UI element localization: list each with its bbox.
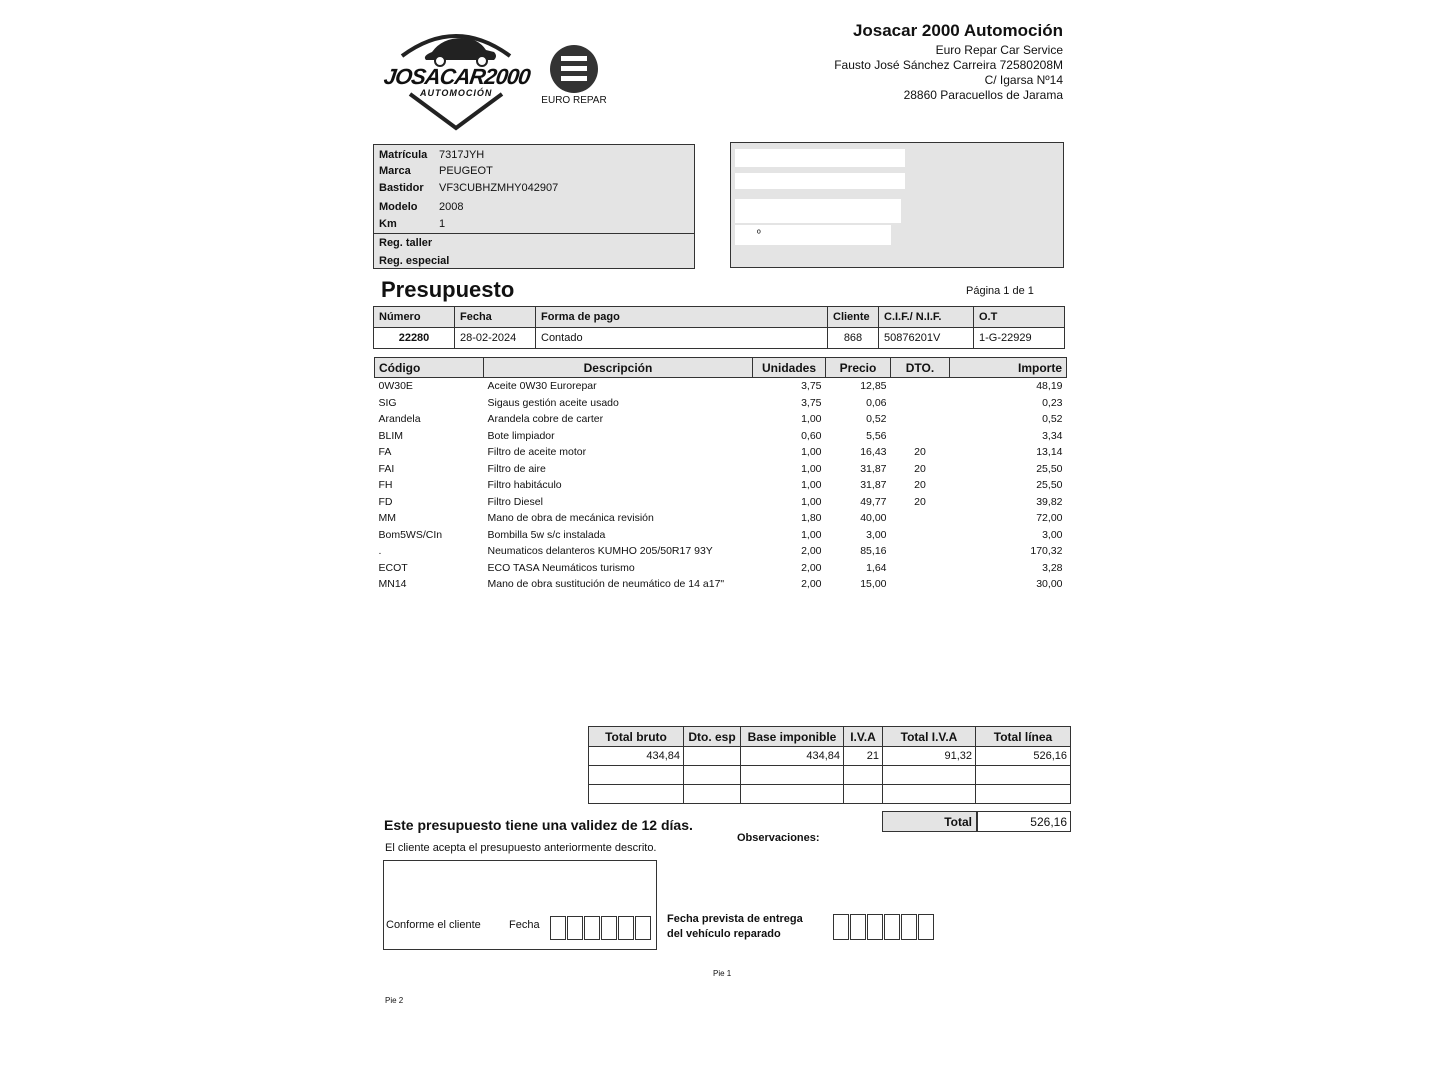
item-precio: 0,06 [866, 396, 887, 409]
grand-total [882, 811, 1071, 832]
marca-value: PEUGEOT [439, 165, 493, 177]
redaction-bar [735, 173, 905, 189]
delivery-date-cells[interactable] [833, 914, 939, 940]
josacar-logo-text: JOSACAR2000 [382, 64, 532, 89]
item-importe: 48,19 [1036, 380, 1063, 393]
item-importe: 0,52 [1042, 413, 1063, 426]
totals-header-row [589, 727, 1071, 747]
marca-label: Marca [379, 165, 411, 177]
km-label: Km [379, 218, 397, 230]
vehicle-row-modelo [379, 201, 463, 214]
item-dto [891, 428, 950, 445]
header-label-forma-pago: Forma de pago [536, 307, 828, 328]
table-row [375, 527, 1067, 544]
matricula-label: Matrícula [379, 149, 428, 161]
eurorepar-logo [536, 44, 612, 110]
company-line-4: 28860 Paracuellos de Jarama [903, 88, 1063, 102]
iva-label: I.V.A [844, 727, 883, 747]
reg-especial-label: Reg. especial [379, 255, 450, 267]
item-precio: 5,56 [866, 429, 887, 442]
item-unidades: 1,00 [801, 413, 822, 426]
dto-esp-value [684, 747, 741, 766]
client-info-box [730, 142, 1064, 268]
item-codigo: Bom5WS/CIn [378, 528, 443, 541]
item-codigo: FH [378, 479, 393, 492]
nif-value: 50876201V [879, 328, 974, 349]
company-line-1: Euro Repar Car Service [935, 43, 1063, 57]
item-precio: 85,16 [860, 545, 887, 558]
item-desc: Filtro de aceite motor [487, 446, 587, 459]
item-desc: Bote limpiador [487, 429, 555, 442]
date-cell[interactable] [918, 914, 934, 940]
totals-empty-row [589, 785, 1071, 804]
item-unidades: 2,00 [801, 561, 822, 574]
item-codigo: BLIM [378, 429, 404, 442]
date-cell[interactable] [884, 914, 900, 940]
redaction-bar [735, 225, 891, 245]
conforme-label: Conforme el cliente [386, 919, 481, 931]
vehicle-row-bastidor [379, 182, 558, 195]
vehicle-row-km [379, 218, 445, 231]
dto-esp-label: Dto. esp [684, 727, 741, 747]
table-row [375, 395, 1067, 412]
delivery-date-line-2: del vehículo reparado [667, 928, 781, 940]
item-precio: 40,00 [860, 512, 887, 525]
item-precio: 31,87 [860, 462, 887, 475]
company-info [760, 20, 1063, 103]
redaction-bar [735, 199, 901, 223]
item-desc: Neumaticos delanteros KUMHO 205/50R17 93Y [487, 545, 713, 558]
page-indicator: Página 1 de 1 [966, 285, 1034, 297]
item-codigo: Arandela [378, 413, 421, 426]
item-desc: Filtro Diesel [487, 495, 543, 508]
item-desc: ECO TASA Neumáticos turismo [487, 561, 635, 574]
item-dto [891, 378, 950, 395]
footer-pie-1: Pie 1 [713, 969, 732, 978]
numero-value: 22280 [374, 328, 455, 349]
document-header-table [373, 306, 1065, 349]
item-dto [891, 411, 950, 428]
header-label-nif: C.I.F./ N.I.F. [879, 307, 974, 328]
col-unidades: Unidades [753, 358, 826, 378]
item-unidades: 2,00 [801, 578, 822, 591]
item-desc: Mano de obra de mecánica revisión [487, 512, 654, 525]
table-row [375, 428, 1067, 445]
table-row [375, 576, 1067, 593]
totals-empty-row [589, 766, 1071, 785]
item-codigo: MM [378, 512, 396, 525]
date-cell[interactable] [850, 914, 866, 940]
total-linea-label: Total línea [976, 727, 1071, 747]
item-codigo: FD [378, 495, 393, 508]
item-dto: 20 [914, 479, 926, 492]
item-precio: 1,64 [866, 561, 887, 574]
item-precio: 31,87 [860, 479, 887, 492]
date-cell[interactable] [618, 916, 634, 940]
date-cell[interactable] [567, 916, 583, 940]
item-codigo: FAI [378, 462, 395, 475]
matricula-value: 7317JYH [439, 149, 485, 161]
item-desc: Aceite 0W30 Eurorepar [487, 380, 597, 393]
item-unidades: 1,00 [801, 479, 822, 492]
item-dto: 20 [914, 462, 926, 475]
col-codigo: Código [375, 358, 484, 378]
item-dto [891, 576, 950, 593]
bastidor-label: Bastidor [379, 182, 424, 194]
item-codigo: ECOT [378, 561, 408, 574]
date-cell[interactable] [833, 914, 849, 940]
total-bruto-label: Total bruto [589, 727, 684, 747]
item-importe: 3,00 [1042, 528, 1063, 541]
date-cell[interactable] [867, 914, 883, 940]
modelo-value: 2008 [439, 201, 464, 213]
item-unidades: 1,00 [801, 495, 822, 508]
item-unidades: 1,80 [801, 512, 822, 525]
grand-total-value: 526,16 [977, 811, 1071, 832]
vehicle-row-marca [379, 165, 493, 178]
item-dto [891, 395, 950, 412]
item-importe: 39,82 [1036, 495, 1063, 508]
date-cell[interactable] [901, 914, 917, 940]
modelo-label: Modelo [379, 201, 418, 213]
reg-taller-label: Reg. taller [379, 237, 433, 249]
table-row [375, 477, 1067, 494]
item-unidades: 2,00 [801, 545, 822, 558]
item-precio: 15,00 [860, 578, 887, 591]
fecha-label: Fecha [509, 919, 540, 931]
company-line-2: Fausto José Sánchez Carreira 72580208M [834, 58, 1063, 72]
item-precio: 3,00 [866, 528, 887, 541]
date-cell[interactable] [550, 916, 566, 940]
table-row [375, 560, 1067, 577]
header-label-cliente: Cliente [828, 307, 879, 328]
item-unidades: 3,75 [801, 396, 822, 409]
total-bruto-value: 434,84 [589, 747, 684, 766]
total-linea-value: 526,16 [976, 747, 1071, 766]
item-importe: 0,23 [1042, 396, 1063, 409]
table-row [375, 378, 1067, 395]
item-unidades: 1,00 [801, 528, 822, 541]
item-importe: 72,00 [1036, 512, 1063, 525]
table-row [375, 510, 1067, 527]
eurorepar-logo-text: EURO REPAR [541, 95, 607, 106]
date-cell[interactable] [635, 916, 651, 940]
col-dto: DTO. [891, 358, 950, 378]
km-value: 1 [439, 218, 446, 230]
items-header-row [375, 358, 1067, 378]
item-importe: 3,28 [1042, 561, 1063, 574]
item-importe: 25,50 [1036, 479, 1063, 492]
item-precio: 12,85 [860, 380, 887, 393]
table-row [375, 461, 1067, 478]
item-dto [891, 527, 950, 544]
company-name: Josacar 2000 Automoción [852, 21, 1063, 40]
delivery-date-line-1: Fecha prevista de entrega [667, 913, 803, 925]
item-codigo: SIG [378, 396, 397, 409]
date-cell[interactable] [584, 916, 600, 940]
fecha-value: 28-02-2024 [455, 328, 536, 349]
vehicle-info-box [373, 144, 695, 269]
item-desc: Filtro habitáculo [487, 479, 562, 492]
iva-value: 21 [844, 747, 883, 766]
line-items-table [374, 357, 1067, 593]
item-importe: 25,50 [1036, 462, 1063, 475]
observaciones-label: Observaciones: [737, 832, 820, 844]
base-imponible-value: 434,84 [741, 747, 844, 766]
item-precio: 0,52 [866, 413, 887, 426]
item-dto [891, 543, 950, 560]
totals-values-row [589, 747, 1071, 766]
table-row [375, 494, 1067, 511]
item-unidades: 3,75 [801, 380, 822, 393]
item-unidades: 1,00 [801, 462, 822, 475]
delivery-date-label [667, 912, 803, 942]
header-label-ot: O.T [974, 307, 1065, 328]
table-row [375, 444, 1067, 461]
bastidor-value: VF3CUBHZMHY042907 [439, 182, 559, 194]
col-importe: Importe [950, 358, 1067, 378]
base-imponible-label: Base imponible [741, 727, 844, 747]
item-desc: Arandela cobre de carter [487, 413, 604, 426]
item-precio: 16,43 [860, 446, 887, 459]
item-dto [891, 510, 950, 527]
totals-table [588, 726, 1071, 804]
item-importe: 3,34 [1042, 429, 1063, 442]
table-row [375, 411, 1067, 428]
item-codigo: MN14 [378, 578, 407, 591]
josacar-logo-subtext: AUTOMOCIÓN [420, 88, 493, 98]
company-line-3: C/ Igarsa Nº14 [984, 73, 1063, 87]
vehicle-row-matricula [379, 149, 484, 162]
header-values-row [374, 328, 1065, 349]
date-cell[interactable] [601, 916, 617, 940]
forma-pago-value: Contado [536, 328, 828, 349]
col-descripcion: Descripción [484, 358, 753, 378]
item-dto [891, 560, 950, 577]
item-codigo: FA [378, 446, 392, 459]
vehicle-divider [374, 233, 694, 234]
acceptance-note: El cliente acepta el presupuesto anteriormente descrito. [385, 842, 657, 854]
document-title: Presupuesto [381, 277, 515, 302]
total-iva-value: 91,32 [883, 747, 976, 766]
cliente-value: 868 [828, 328, 879, 349]
ot-value: 1-G-22929 [974, 328, 1065, 349]
item-desc: Mano de obra sustitución de neumático de 14 a17" [487, 578, 725, 591]
grand-total-label: Total [882, 811, 977, 832]
item-importe: 170,32 [1030, 545, 1063, 558]
item-desc: Sigaus gestión aceite usado [487, 396, 619, 409]
total-iva-label: Total I.V.A [883, 727, 976, 747]
item-dto: 20 [914, 446, 926, 459]
col-precio: Precio [826, 358, 891, 378]
item-desc: Bombilla 5w s/c instalada [487, 528, 606, 541]
table-row [375, 543, 1067, 560]
item-codigo: . [378, 545, 382, 558]
josacar-logo [380, 24, 532, 132]
item-unidades: 1,00 [801, 446, 822, 459]
validity-note: Este presupuesto tiene una validez de 12 días. [384, 817, 693, 833]
item-precio: 49,77 [860, 495, 887, 508]
footer-pie-2: Pie 2 [385, 996, 404, 1005]
item-dto: 20 [914, 495, 926, 508]
header-label-numero: Número [374, 307, 455, 328]
item-unidades: 0,60 [801, 429, 822, 442]
client-mark: º [757, 229, 761, 240]
redaction-bar [735, 149, 905, 167]
item-importe: 30,00 [1036, 578, 1063, 591]
header-labels-row [374, 307, 1065, 328]
signature-date-cells[interactable] [550, 916, 654, 940]
header-label-fecha: Fecha [455, 307, 536, 328]
item-codigo: 0W30E [378, 380, 413, 393]
item-desc: Filtro de aire [487, 462, 546, 475]
item-importe: 13,14 [1036, 446, 1063, 459]
